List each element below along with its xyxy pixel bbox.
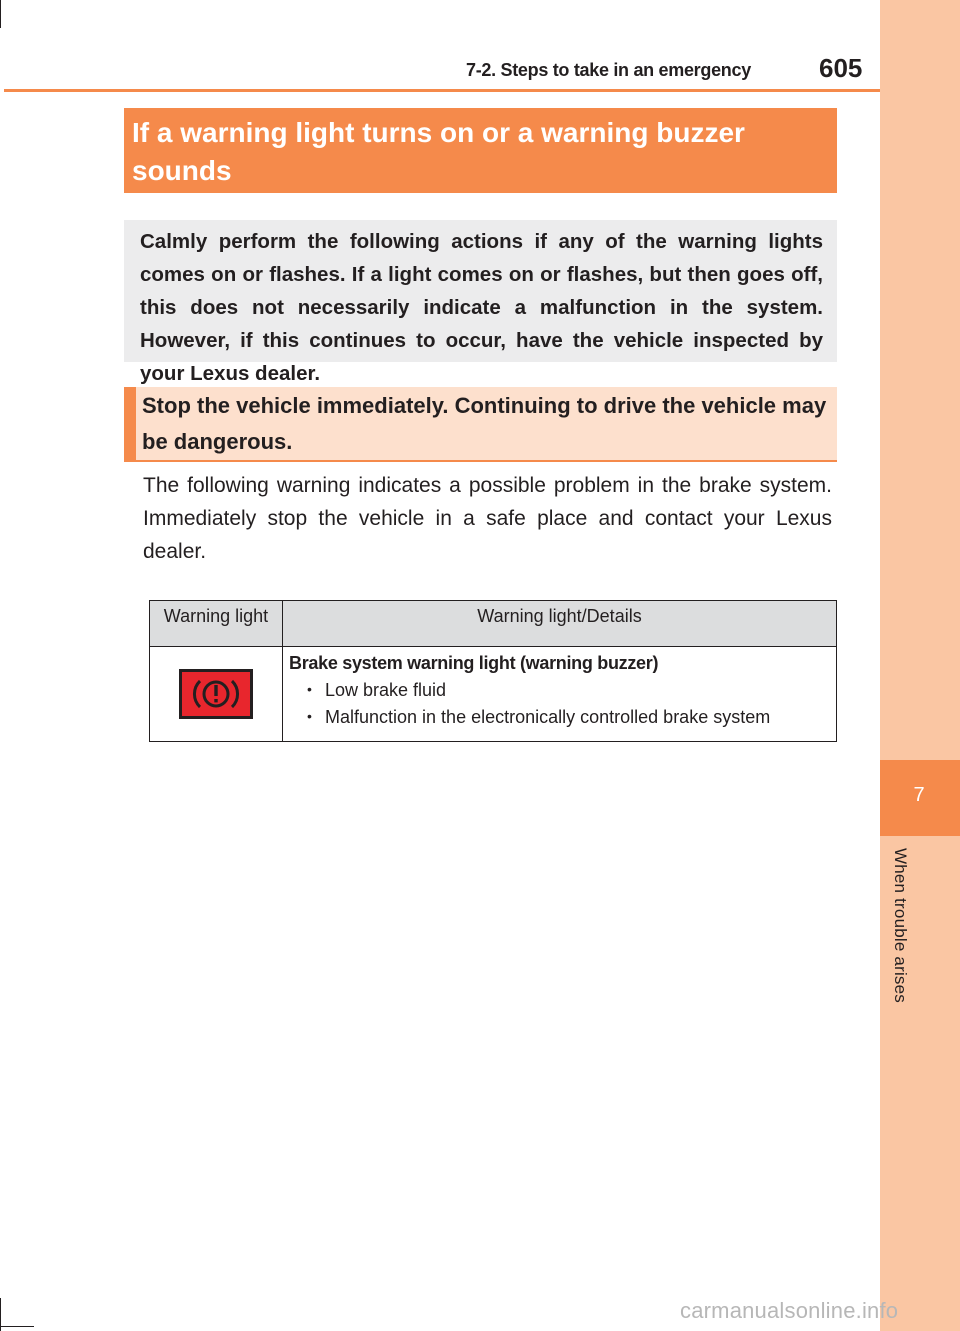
warning-light-table [149,600,837,742]
running-header: 7-2. Steps to take in an emergency [466,60,751,80]
detail-cell [283,647,837,742]
intro-box: Calmly perform the following actions if any of the warning lights comes on or flashes. If a light comes on or flashes, but then goes off, this does not necessarily indicate a malfunction in the system. However, if this continues to occur, have the vehicle inspected by your Lexus dealer. [124,220,837,362]
table-header-row [150,601,837,647]
chapter-side-tab [880,0,960,1331]
chapter-title: When trouble arises [891,848,910,1003]
brake-warning-icon [179,669,253,719]
list-item: • Malfunction in the electronically controlled brake system [307,703,830,730]
icon-cell [150,647,283,742]
chapter-number: 7 [913,783,925,806]
section-title: If a warning light turns on or a warning buzzer sounds [124,108,837,193]
table-row [150,647,837,742]
chapter-number-box [880,760,960,836]
list-item: • Low brake fluid [307,676,830,703]
detail-title: Brake system warning light (warning buzzer) [289,653,659,673]
header-rule [4,89,880,92]
watermark: carmanualsonline.info [680,1298,899,1323]
stop-vehicle-notice: Stop the vehicle immediately. Continuing to drive the vehicle may be dangerous. [124,387,837,462]
body-paragraph: The following warning indicates a possible problem in the brake system. Immediately stop the vehicle in a safe place and contact your Lexus dealer. [143,474,832,563]
column-header-warning-light: Warning light [150,601,283,647]
crop-mark [0,1326,34,1327]
page-number: 605 [819,53,863,83]
crop-mark [0,0,1,28]
column-header-details: Warning light/Details [283,601,837,647]
detail-list [289,676,830,730]
